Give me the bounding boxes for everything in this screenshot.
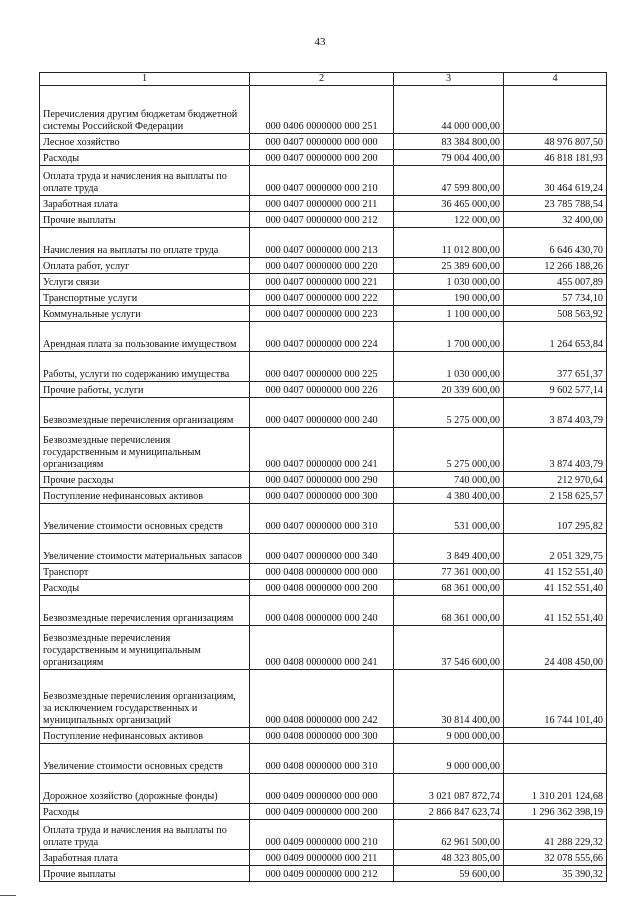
row-name-cell: Поступление нефинансовых активов xyxy=(40,488,250,504)
row-plan-cell: 2 866 847 623,74 xyxy=(394,804,504,820)
row-code-cell: 000 0407 0000000 000 241 xyxy=(250,428,394,472)
row-name-cell: Увеличение стоимости основных средств xyxy=(40,504,250,534)
table-row xyxy=(40,398,607,428)
row-actual-cell: 212 970,64 xyxy=(504,472,607,488)
row-actual-cell: 41 152 551,40 xyxy=(504,564,607,580)
row-code-cell: 000 0407 0000000 000 300 xyxy=(250,488,394,504)
row-name-cell: Работы, услуги по содержанию имущества xyxy=(40,352,250,382)
row-code-cell: 000 0407 0000000 000 240 xyxy=(250,398,394,428)
row-code-cell: 000 0408 0000000 000 000 xyxy=(250,564,394,580)
row-name-cell: Оплата труда и начисления на выплаты по оплате труда xyxy=(40,820,250,850)
row-actual-cell: 32 400,00 xyxy=(504,212,607,228)
table-header-row xyxy=(40,73,607,86)
table-row xyxy=(40,258,607,274)
row-actual-cell: 3 874 403,79 xyxy=(504,428,607,472)
row-actual-cell: 3 874 403,79 xyxy=(504,398,607,428)
row-plan-cell: 59 600,00 xyxy=(394,866,504,882)
row-actual-cell: 23 785 788,54 xyxy=(504,196,607,212)
page-edge-mark xyxy=(0,895,16,896)
row-name-cell: Расходы xyxy=(40,580,250,596)
table-row xyxy=(40,134,607,150)
row-code-cell: 000 0407 0000000 000 000 xyxy=(250,134,394,150)
row-name-cell: Коммунальные услуги xyxy=(40,306,250,322)
table-row xyxy=(40,472,607,488)
table-row xyxy=(40,626,607,670)
row-actual-cell: 57 734,10 xyxy=(504,290,607,306)
row-name-cell: Безвозмездные перечисления организациям xyxy=(40,596,250,626)
row-name-cell: Услуги связи xyxy=(40,274,250,290)
table-row xyxy=(40,866,607,882)
row-actual-cell: 377 651,37 xyxy=(504,352,607,382)
row-code-cell: 000 0409 0000000 000 210 xyxy=(250,820,394,850)
row-name-cell: Прочие расходы xyxy=(40,472,250,488)
row-name-cell: Оплата работ, услуг xyxy=(40,258,250,274)
row-plan-cell: 11 012 800,00 xyxy=(394,228,504,258)
table-row xyxy=(40,820,607,850)
table-row xyxy=(40,728,607,744)
table-row xyxy=(40,804,607,820)
row-code-cell: 000 0408 0000000 000 242 xyxy=(250,670,394,728)
row-plan-cell: 77 361 000,00 xyxy=(394,564,504,580)
row-plan-cell: 44 000 000,00 xyxy=(394,86,504,134)
row-name-cell: Расходы xyxy=(40,804,250,820)
table-row xyxy=(40,534,607,564)
row-plan-cell: 190 000,00 xyxy=(394,290,504,306)
row-plan-cell: 3 021 087 872,74 xyxy=(394,774,504,804)
row-code-cell: 000 0407 0000000 000 213 xyxy=(250,228,394,258)
row-actual-cell: 508 563,92 xyxy=(504,306,607,322)
row-actual-cell: 16 744 101,40 xyxy=(504,670,607,728)
table-row xyxy=(40,166,607,196)
row-actual-cell: 107 295,82 xyxy=(504,504,607,534)
row-actual-cell: 1 264 653,84 xyxy=(504,322,607,352)
row-name-cell: Заработная плата xyxy=(40,196,250,212)
row-actual-cell: 48 976 807,50 xyxy=(504,134,607,150)
row-code-cell: 000 0406 0000000 000 251 xyxy=(250,86,394,134)
row-code-cell: 000 0407 0000000 000 224 xyxy=(250,322,394,352)
table-row xyxy=(40,86,607,134)
budget-table xyxy=(39,72,607,882)
row-actual-cell: 2 158 625,57 xyxy=(504,488,607,504)
row-actual-cell: 46 818 181,93 xyxy=(504,150,607,166)
row-plan-cell: 79 004 400,00 xyxy=(394,150,504,166)
row-plan-cell: 48 323 805,00 xyxy=(394,850,504,866)
row-plan-cell: 4 380 400,00 xyxy=(394,488,504,504)
row-name-cell: Безвозмездные перечисления государственным и муниципальным организациям xyxy=(40,626,250,670)
row-name-cell: Оплата труда и начисления на выплаты по оплате труда xyxy=(40,166,250,196)
row-actual-cell xyxy=(504,728,607,744)
row-name-cell: Начисления на выплаты по оплате труда xyxy=(40,228,250,258)
row-actual-cell: 9 602 577,14 xyxy=(504,382,607,398)
row-plan-cell: 37 546 600,00 xyxy=(394,626,504,670)
row-plan-cell: 9 000 000,00 xyxy=(394,728,504,744)
row-plan-cell: 5 275 000,00 xyxy=(394,428,504,472)
row-code-cell: 000 0407 0000000 000 226 xyxy=(250,382,394,398)
table-row xyxy=(40,564,607,580)
row-name-cell: Прочие работы, услуги xyxy=(40,382,250,398)
row-code-cell: 000 0407 0000000 000 212 xyxy=(250,212,394,228)
row-name-cell: Перечисления другим бюджетам бюджетной системы Российской Федерации xyxy=(40,86,250,134)
row-plan-cell: 5 275 000,00 xyxy=(394,398,504,428)
row-code-cell: 000 0407 0000000 000 340 xyxy=(250,534,394,564)
row-plan-cell: 68 361 000,00 xyxy=(394,596,504,626)
row-plan-cell: 1 700 000,00 xyxy=(394,322,504,352)
row-code-cell: 000 0407 0000000 000 211 xyxy=(250,196,394,212)
table-row xyxy=(40,322,607,352)
row-actual-cell: 24 408 450,00 xyxy=(504,626,607,670)
column-header-1: 1 xyxy=(40,73,250,86)
row-code-cell: 000 0407 0000000 000 290 xyxy=(250,472,394,488)
row-code-cell: 000 0407 0000000 000 223 xyxy=(250,306,394,322)
row-plan-cell: 1 030 000,00 xyxy=(394,274,504,290)
row-code-cell: 000 0409 0000000 000 200 xyxy=(250,804,394,820)
row-plan-cell: 20 339 600,00 xyxy=(394,382,504,398)
table-row xyxy=(40,228,607,258)
row-code-cell: 000 0408 0000000 000 200 xyxy=(250,580,394,596)
row-plan-cell: 122 000,00 xyxy=(394,212,504,228)
row-code-cell: 000 0407 0000000 000 310 xyxy=(250,504,394,534)
row-actual-cell: 41 152 551,40 xyxy=(504,580,607,596)
row-code-cell: 000 0407 0000000 000 221 xyxy=(250,274,394,290)
row-plan-cell: 3 849 400,00 xyxy=(394,534,504,564)
row-code-cell: 000 0407 0000000 000 220 xyxy=(250,258,394,274)
table-row xyxy=(40,580,607,596)
row-actual-cell: 35 390,32 xyxy=(504,866,607,882)
row-name-cell: Арендная плата за пользование имуществом xyxy=(40,322,250,352)
row-name-cell: Прочие выплаты xyxy=(40,866,250,882)
row-code-cell: 000 0409 0000000 000 212 xyxy=(250,866,394,882)
row-plan-cell: 36 465 000,00 xyxy=(394,196,504,212)
table-row xyxy=(40,850,607,866)
row-plan-cell: 30 814 400,00 xyxy=(394,670,504,728)
row-name-cell: Поступление нефинансовых активов xyxy=(40,728,250,744)
row-name-cell: Расходы xyxy=(40,150,250,166)
column-header-3: 3 xyxy=(394,73,504,86)
row-code-cell: 000 0408 0000000 000 241 xyxy=(250,626,394,670)
row-code-cell: 000 0409 0000000 000 000 xyxy=(250,774,394,804)
table-row xyxy=(40,274,607,290)
row-code-cell: 000 0407 0000000 000 225 xyxy=(250,352,394,382)
row-actual-cell: 6 646 430,70 xyxy=(504,228,607,258)
row-plan-cell: 25 389 600,00 xyxy=(394,258,504,274)
row-code-cell: 000 0407 0000000 000 222 xyxy=(250,290,394,306)
row-code-cell: 000 0408 0000000 000 310 xyxy=(250,744,394,774)
table-row xyxy=(40,196,607,212)
page-number: 43 xyxy=(314,36,326,48)
row-name-cell: Дорожное хозяйство (дорожные фонды) xyxy=(40,774,250,804)
row-name-cell: Безвозмездные перечисления организациям xyxy=(40,398,250,428)
row-actual-cell xyxy=(504,86,607,134)
row-plan-cell: 68 361 000,00 xyxy=(394,580,504,596)
row-name-cell: Заработная плата xyxy=(40,850,250,866)
table-row xyxy=(40,306,607,322)
table-row xyxy=(40,774,607,804)
row-code-cell: 000 0409 0000000 000 211 xyxy=(250,850,394,866)
row-actual-cell: 455 007,89 xyxy=(504,274,607,290)
column-header-4: 4 xyxy=(504,73,607,86)
row-actual-cell: 41 152 551,40 xyxy=(504,596,607,626)
row-actual-cell: 12 266 188,26 xyxy=(504,258,607,274)
table-row xyxy=(40,744,607,774)
table-row xyxy=(40,670,607,728)
row-plan-cell: 9 000 000,00 xyxy=(394,744,504,774)
table-row xyxy=(40,596,607,626)
row-name-cell: Прочие выплаты xyxy=(40,212,250,228)
row-name-cell: Увеличение стоимости материальных запасов xyxy=(40,534,250,564)
row-code-cell: 000 0408 0000000 000 240 xyxy=(250,596,394,626)
row-actual-cell xyxy=(504,744,607,774)
row-plan-cell: 83 384 800,00 xyxy=(394,134,504,150)
row-code-cell: 000 0407 0000000 000 210 xyxy=(250,166,394,196)
table-row xyxy=(40,150,607,166)
row-actual-cell: 41 288 229,32 xyxy=(504,820,607,850)
row-plan-cell: 47 599 800,00 xyxy=(394,166,504,196)
row-actual-cell: 32 078 555,66 xyxy=(504,850,607,866)
table-row xyxy=(40,352,607,382)
column-header-2: 2 xyxy=(250,73,394,86)
row-name-cell: Лесное хозяйство xyxy=(40,134,250,150)
row-plan-cell: 1 100 000,00 xyxy=(394,306,504,322)
row-plan-cell: 1 030 000,00 xyxy=(394,352,504,382)
row-plan-cell: 62 961 500,00 xyxy=(394,820,504,850)
table-row xyxy=(40,488,607,504)
table-row xyxy=(40,212,607,228)
row-actual-cell: 1 310 201 124,68 xyxy=(504,774,607,804)
table-row xyxy=(40,382,607,398)
row-name-cell: Транспортные услуги xyxy=(40,290,250,306)
row-code-cell: 000 0407 0000000 000 200 xyxy=(250,150,394,166)
row-actual-cell: 30 464 619,24 xyxy=(504,166,607,196)
table-row xyxy=(40,428,607,472)
table-row xyxy=(40,290,607,306)
row-actual-cell: 2 051 329,75 xyxy=(504,534,607,564)
row-name-cell: Транспорт xyxy=(40,564,250,580)
row-plan-cell: 531 000,00 xyxy=(394,504,504,534)
table-row xyxy=(40,504,607,534)
row-actual-cell: 1 296 362 398,19 xyxy=(504,804,607,820)
row-name-cell: Безвозмездные перечисления государственным и муниципальным организациям xyxy=(40,428,250,472)
row-name-cell: Безвозмездные перечисления организациям, за исключением государственных и муниципальных организаций xyxy=(40,670,250,728)
row-plan-cell: 740 000,00 xyxy=(394,472,504,488)
row-name-cell: Увеличение стоимости основных средств xyxy=(40,744,250,774)
row-code-cell: 000 0408 0000000 000 300 xyxy=(250,728,394,744)
